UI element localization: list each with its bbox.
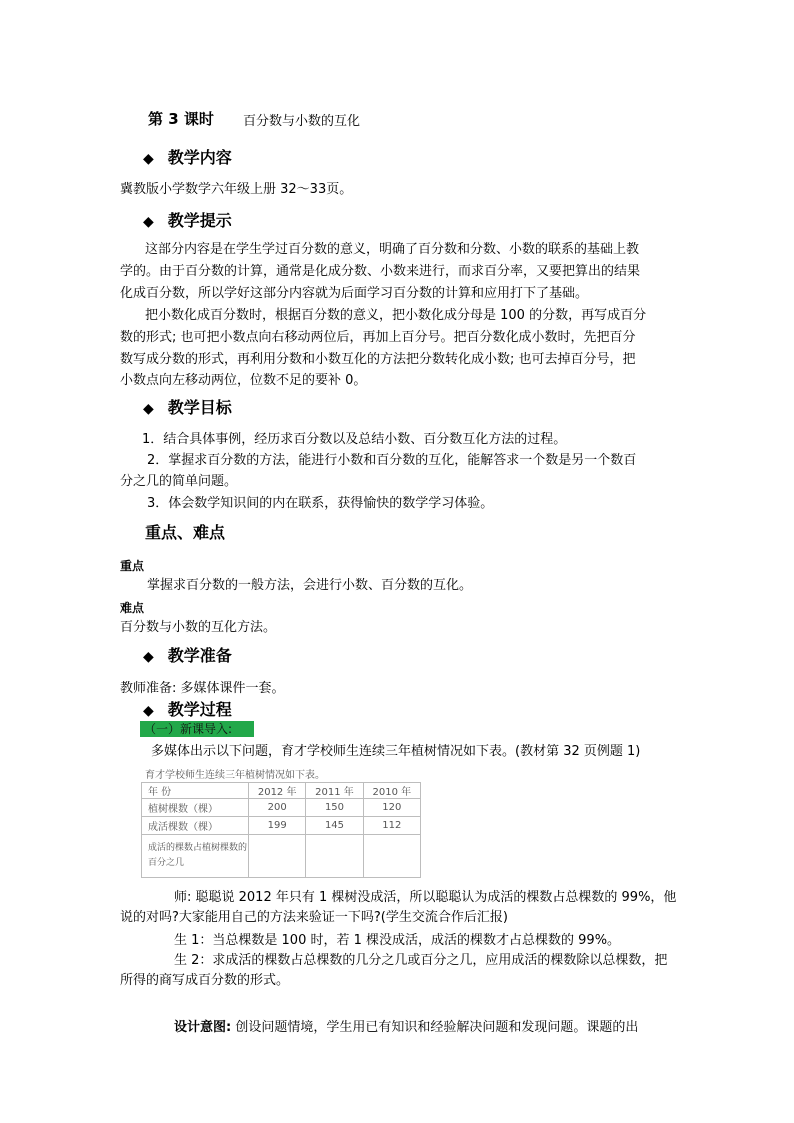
table-cell: 150 bbox=[306, 799, 363, 817]
table-cell bbox=[363, 835, 420, 878]
textbook-table-image bbox=[141, 766, 421, 880]
table-cell: 199 bbox=[249, 817, 306, 835]
table-cell bbox=[249, 835, 306, 878]
diamond-icon: ◆ bbox=[143, 649, 154, 665]
diamond-icon: ◆ bbox=[143, 401, 154, 417]
hint-line-2: 学的。由于百分数的计算，通常是化成分数、小数来进行，而求百分率，又要把算出的结果 bbox=[120, 264, 641, 279]
table-cell: 145 bbox=[306, 817, 363, 835]
table-header-cell: 年 份 bbox=[142, 783, 249, 799]
teacher-question: 师: 聪聪说 2012 年只有 1 棵树没成活，所以聪聪认为成活的棵数占总棵数的 99%，他说的对吗?大家能用自己的方法来验证一下吗?(学生交流合作后汇报) bbox=[120, 890, 677, 925]
heading-process-label: 教学过程 bbox=[167, 700, 232, 719]
heading-goals bbox=[143, 396, 232, 421]
table-cell-label: 植树棵数（棵） bbox=[142, 799, 249, 817]
heading-content-label: 教学内容 bbox=[167, 148, 232, 167]
heading-prep bbox=[143, 644, 232, 669]
table-cell-label: 成活的棵数占植树棵数的百分之几 bbox=[142, 835, 249, 878]
student-2-answer: 生 2：求成活的棵数占总棵数的几分之几或百分之几，应用成活的棵数除以总棵数，把所得的商写成百分数的形式。 bbox=[120, 953, 668, 988]
table-row bbox=[142, 799, 421, 817]
table-header-row bbox=[142, 783, 421, 799]
prep-text: 教师准备: 多媒体课件一套。 bbox=[120, 681, 285, 696]
lesson-number: 第 3 课时 bbox=[148, 110, 214, 128]
diamond-icon: ◆ bbox=[143, 151, 154, 167]
heading-hint-label: 教学提示 bbox=[167, 211, 232, 230]
tree-planting-table bbox=[141, 782, 421, 878]
heading-keypoints: 重点、难点 bbox=[145, 523, 226, 542]
table-cell: 200 bbox=[249, 799, 306, 817]
hint-line-4: 把小数化成百分数时，根据百分数的意义，把小数化成分母是 100 的分数，再写成百分 bbox=[145, 308, 647, 323]
table-caption: 育才学校师生连续三年植树情况如下表。 bbox=[145, 770, 325, 781]
key-text: 掌握求百分数的一般方法，会进行小数、百分数的互化。 bbox=[147, 578, 473, 593]
table-row bbox=[142, 817, 421, 835]
heading-process bbox=[143, 698, 232, 723]
table-cell: 112 bbox=[363, 817, 420, 835]
key-label: 重点 bbox=[120, 559, 145, 573]
goal-1: 1．结合具体事例，经历求百分数以及总结小数、百分数互化方法的过程。 bbox=[142, 432, 567, 447]
hint-line-7: 小数点向左移动两位，位数不足的要补 0。 bbox=[120, 373, 367, 388]
table-row bbox=[142, 835, 421, 878]
lesson-topic: 百分数与小数的互化 bbox=[243, 114, 361, 129]
goal-2: 2．掌握求百分数的方法，能进行小数和百分数的互化，能解答求一个数是另一个数百 bbox=[147, 453, 637, 468]
table-header-cell: 2012 年 bbox=[249, 783, 306, 799]
hint-line-5: 数的形式; 也可把小数点向右移动两位后，再加上百分号。把百分数化成小数时，先把百分 bbox=[120, 330, 636, 345]
design-intent bbox=[174, 1018, 638, 1038]
hint-line-3: 化成百分数，所以学好这部分内容就为后面学习百分数的计算和应用打下了基础。 bbox=[120, 286, 589, 301]
table-header-cell: 2010 年 bbox=[363, 783, 420, 799]
heading-content bbox=[143, 146, 232, 171]
process-intro: 多媒体出示以下问题，育才学校师生连续三年植树情况如下表。(教材第 32 页例题 1) bbox=[151, 744, 641, 759]
section-tag-intro: （一）新课导入: bbox=[140, 721, 254, 737]
design-intent-label: 设计意图: bbox=[174, 1020, 232, 1035]
table-cell bbox=[306, 835, 363, 878]
design-intent-text: 创设问题情境，学生用已有知识和经验解决问题和发现问题。课题的出 bbox=[235, 1020, 639, 1035]
diamond-icon: ◆ bbox=[143, 214, 154, 230]
student-1-answer: 生 1：当总棵数是 100 时，若 1 棵没成活，成活的棵数才占总棵数的 99%。 bbox=[174, 933, 621, 948]
table-cell-label: 成活棵数（棵） bbox=[142, 817, 249, 835]
hint-line-6: 数写成分数的形式，再利用分数和小数互化的方法把分数转化成小数; 也可去掉百分号，把 bbox=[120, 352, 636, 367]
heading-hint bbox=[143, 209, 232, 234]
heading-goals-label: 教学目标 bbox=[167, 398, 232, 417]
difficulty-label: 难点 bbox=[120, 601, 145, 615]
table-cell: 120 bbox=[363, 799, 420, 817]
difficulty-text: 百分数与小数的互化方法。 bbox=[120, 620, 277, 635]
hint-line-1: 这部分内容是在学生学过百分数的意义，明确了百分数和分数、小数的联系的基础上教 bbox=[145, 242, 640, 257]
content-text: 冀教版小学数学六年级上册 32～33页。 bbox=[120, 182, 353, 197]
diamond-icon: ◆ bbox=[143, 703, 154, 719]
heading-prep-label: 教学准备 bbox=[167, 646, 232, 665]
goal-2-cont: 分之几的简单问题。 bbox=[120, 474, 238, 489]
goal-3: 3．体会数学知识间的内在联系，获得愉快的数学学习体验。 bbox=[147, 496, 494, 511]
table-header-cell: 2011 年 bbox=[306, 783, 363, 799]
